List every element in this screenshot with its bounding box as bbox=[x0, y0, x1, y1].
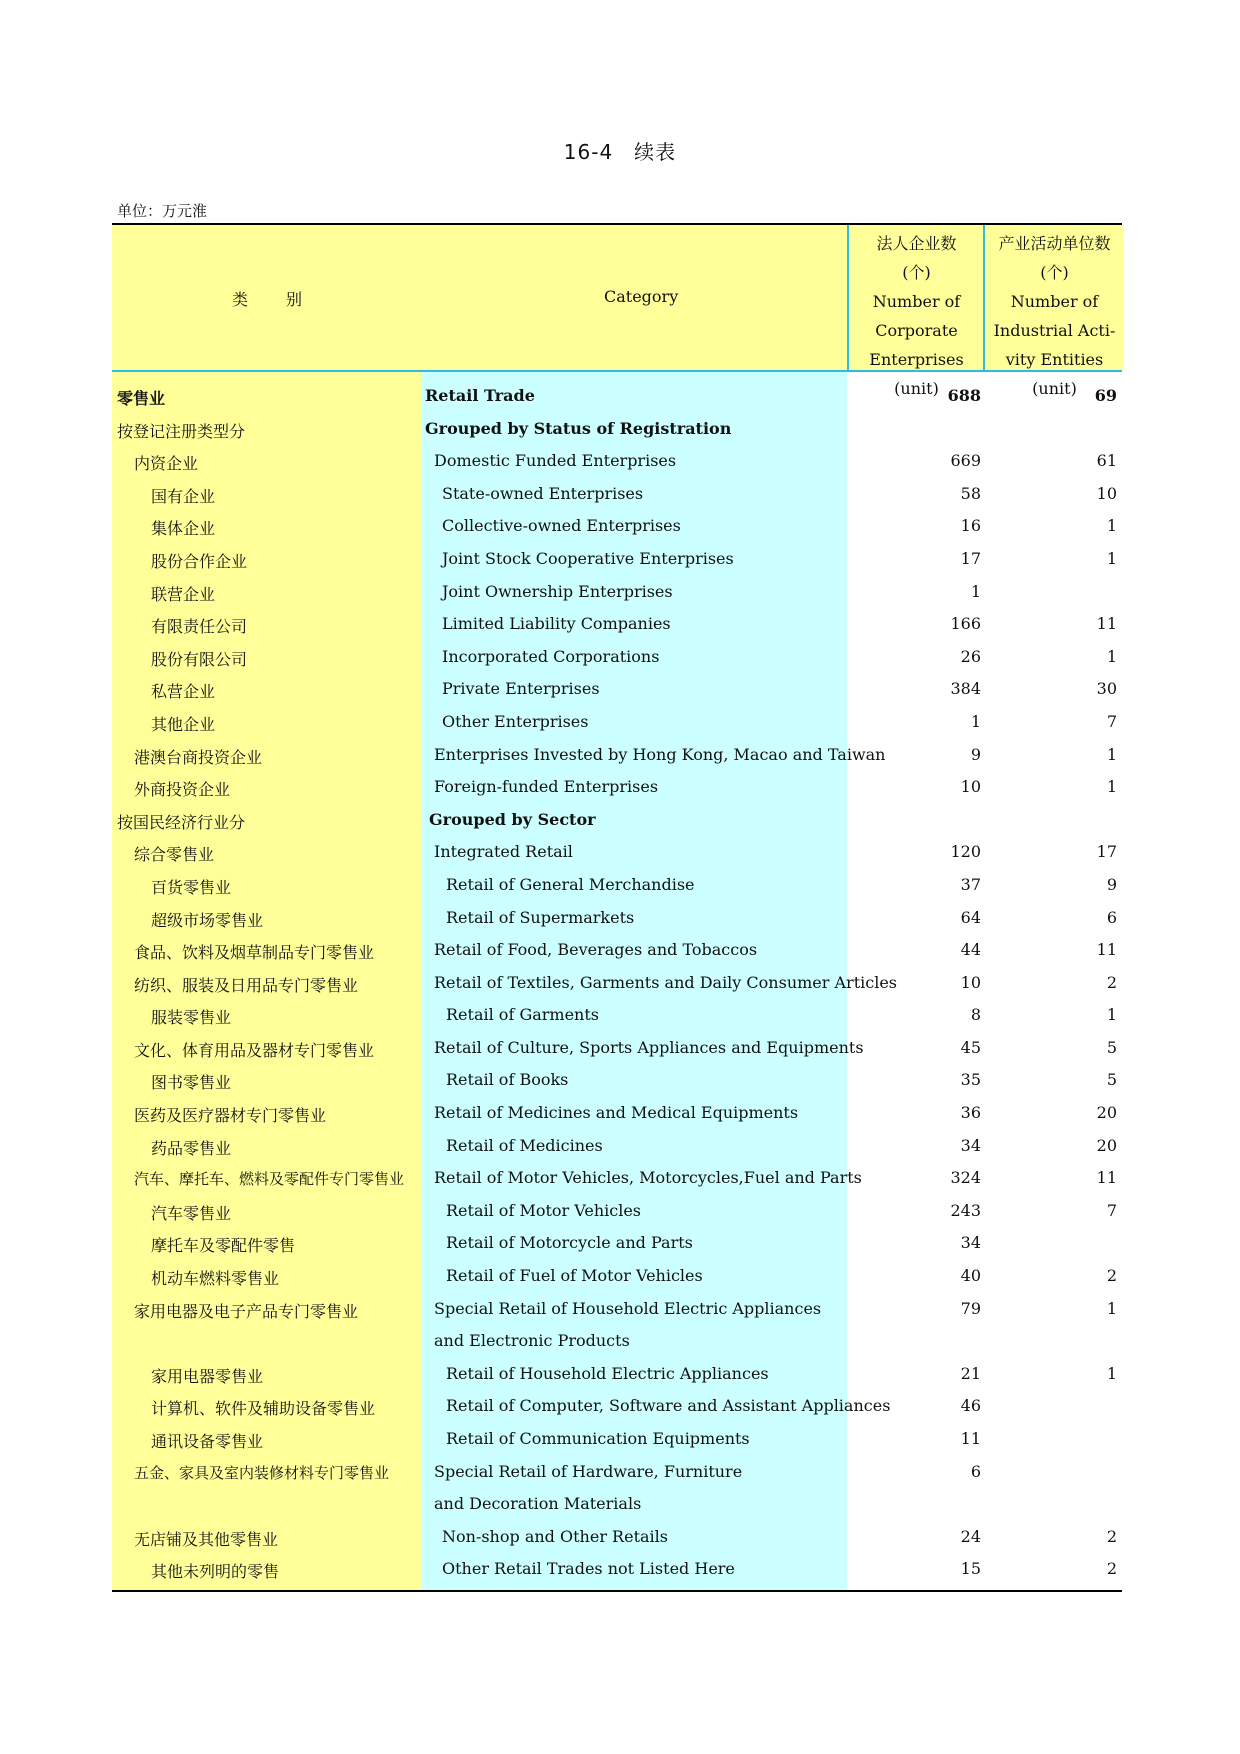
row-cn: 计算机、软件及辅助设备零售业 bbox=[151, 1399, 376, 1419]
header-col1-line: Corporate bbox=[875, 321, 958, 340]
row-cn: 集体企业 bbox=[151, 519, 216, 539]
table-row bbox=[112, 1456, 1122, 1489]
row-en: Joint Stock Cooperative Enterprises bbox=[442, 548, 734, 568]
header-col1-line: (个) bbox=[902, 263, 931, 282]
row-v1: 36 bbox=[960, 1103, 981, 1123]
table-rows bbox=[112, 380, 1122, 1586]
row-v2: 1 bbox=[1106, 1363, 1117, 1383]
table-row bbox=[112, 967, 1122, 1000]
row-v2: 1 bbox=[1106, 1005, 1117, 1025]
header-category-en: Category bbox=[604, 287, 679, 306]
row-cn: 百货零售业 bbox=[151, 877, 232, 897]
row-cn: 零售业 bbox=[117, 389, 166, 408]
row-v2: 5 bbox=[1106, 1070, 1117, 1090]
row-v1: 166 bbox=[950, 614, 981, 634]
row-en: Limited Liability Companies bbox=[442, 614, 671, 634]
table-row bbox=[112, 641, 1122, 674]
row-cn: 股份有限公司 bbox=[151, 649, 248, 669]
row-v1: 10 bbox=[960, 972, 981, 992]
row-v1: 17 bbox=[960, 548, 981, 568]
row-v2: 9 bbox=[1106, 874, 1117, 894]
row-cn: 国有企业 bbox=[151, 486, 216, 506]
row-en: Other Enterprises bbox=[442, 711, 589, 731]
header-col2-line: 产业活动单位数 bbox=[998, 234, 1111, 253]
row-en: Retail of Culture, Sports Appliances and Equipments bbox=[434, 1037, 864, 1057]
header-col1-line: Number of bbox=[872, 292, 961, 311]
table-row bbox=[112, 510, 1122, 543]
row-cn: 汽车、摩托车、燃料及零配件专门零售业 bbox=[134, 1170, 405, 1189]
row-en: Retail of Motorcycle and Parts bbox=[446, 1233, 693, 1253]
row-v1: 10 bbox=[960, 777, 981, 797]
row-en: Grouped by Sector bbox=[429, 809, 596, 829]
row-v1: 58 bbox=[960, 483, 981, 503]
table-row bbox=[112, 1293, 1122, 1326]
row-v1: 21 bbox=[960, 1363, 981, 1383]
row-en: Domestic Funded Enterprises bbox=[434, 451, 677, 471]
header-category-cn: 类 别 bbox=[232, 290, 305, 309]
row-en: Retail of Textiles, Garments and Daily Consumer Articles bbox=[434, 972, 897, 992]
row-en: State-owned Enterprises bbox=[442, 483, 644, 503]
row-en: Retail of Computer, Software and Assistant Appliances bbox=[446, 1396, 891, 1416]
row-cn: 外商投资企业 bbox=[134, 780, 231, 800]
row-v1: 16 bbox=[960, 516, 981, 536]
row-cn: 图书零售业 bbox=[151, 1073, 232, 1093]
unit-label: 单位：万元淮 bbox=[117, 202, 208, 220]
table-row bbox=[112, 804, 1122, 837]
header-col2-line: Industrial Acti- bbox=[993, 321, 1116, 340]
table-row bbox=[112, 1553, 1122, 1586]
table-row bbox=[112, 1162, 1122, 1195]
row-v2: 61 bbox=[1096, 451, 1117, 471]
statistics-table bbox=[112, 223, 1122, 1592]
row-v1: 8 bbox=[970, 1005, 981, 1025]
row-en: Non-shop and Other Retails bbox=[442, 1526, 668, 1546]
row-v2: 6 bbox=[1106, 907, 1117, 927]
row-en: Special Retail of Household Electric Appliances bbox=[434, 1298, 822, 1318]
row-v2: 1 bbox=[1106, 548, 1117, 568]
row-en: Grouped by Status of Registration bbox=[425, 418, 732, 438]
row-en: Retail of Household Electric Appliances bbox=[446, 1363, 769, 1383]
row-v2: 2 bbox=[1106, 1266, 1117, 1286]
row-v1: 37 bbox=[960, 874, 981, 894]
row-en: Special Retail of Hardware, Furniture bbox=[434, 1461, 743, 1481]
header-col2-line: Number of bbox=[1010, 292, 1099, 311]
row-cn: 食品、饮料及烟草制品专门零售业 bbox=[134, 943, 375, 963]
row-en: and Decoration Materials bbox=[434, 1494, 642, 1514]
row-cn: 医药及医疗器材专门零售业 bbox=[134, 1106, 327, 1126]
table-row bbox=[112, 413, 1122, 446]
row-en: Collective-owned Enterprises bbox=[442, 516, 681, 536]
table-row bbox=[112, 1521, 1122, 1554]
row-v2: 10 bbox=[1096, 483, 1117, 503]
row-v1: 40 bbox=[960, 1266, 981, 1286]
row-cn: 摩托车及零配件零售 bbox=[151, 1236, 296, 1256]
table-row bbox=[112, 934, 1122, 967]
row-en: Enterprises Invested by Hong Kong, Macao and Taiwan bbox=[434, 744, 886, 764]
row-v1: 6 bbox=[970, 1461, 981, 1481]
row-cn: 其他企业 bbox=[151, 714, 216, 734]
row-en: Retail of Medicines bbox=[446, 1135, 603, 1155]
row-v2: 1 bbox=[1106, 646, 1117, 666]
row-v1: 9 bbox=[970, 744, 981, 764]
row-cn: 文化、体育用品及器材专门零售业 bbox=[134, 1040, 375, 1060]
row-cn: 服装零售业 bbox=[151, 1008, 232, 1028]
row-cn: 按登记注册类型分 bbox=[117, 421, 246, 441]
row-cn: 按国民经济行业分 bbox=[117, 812, 246, 832]
row-en: and Electronic Products bbox=[434, 1331, 630, 1351]
row-en: Retail of Motor Vehicles, Motorcycles,Fuel and Parts bbox=[434, 1168, 862, 1188]
row-v1: 34 bbox=[960, 1135, 981, 1155]
row-v1: 669 bbox=[950, 451, 981, 471]
row-v1: 64 bbox=[960, 907, 981, 927]
row-v1: 44 bbox=[960, 940, 981, 960]
row-cn: 内资企业 bbox=[134, 454, 199, 474]
row-v2: 1 bbox=[1106, 516, 1117, 536]
row-v2: 2 bbox=[1106, 1559, 1117, 1579]
row-cn: 药品零售业 bbox=[151, 1138, 232, 1158]
row-cn: 无店铺及其他零售业 bbox=[134, 1529, 279, 1549]
row-cn: 联营企业 bbox=[151, 584, 216, 604]
header-col2-line: vity Entities (unit) bbox=[1005, 350, 1104, 398]
row-v2: 69 bbox=[1094, 386, 1117, 405]
table-row bbox=[112, 1032, 1122, 1065]
row-en: Retail of Fuel of Motor Vehicles bbox=[446, 1266, 703, 1286]
row-v1: 1 bbox=[970, 711, 981, 731]
table-row bbox=[112, 836, 1122, 869]
row-v1: 15 bbox=[960, 1559, 981, 1579]
row-v2: 30 bbox=[1096, 679, 1117, 699]
row-v2: 1 bbox=[1106, 1298, 1117, 1318]
table-row bbox=[112, 1488, 1122, 1521]
table-row bbox=[112, 1390, 1122, 1423]
header-col2-line: (个) bbox=[1040, 263, 1069, 282]
row-cn: 综合零售业 bbox=[134, 845, 215, 865]
row-v2: 2 bbox=[1106, 1526, 1117, 1546]
row-cn: 通讯设备零售业 bbox=[151, 1432, 264, 1451]
row-cn: 五金、家具及室内装修材料专门零售业 bbox=[134, 1463, 390, 1482]
row-en: Retail of Books bbox=[446, 1070, 569, 1090]
row-v1: 1 bbox=[970, 581, 981, 601]
row-v1: 26 bbox=[960, 646, 981, 666]
row-v1: 35 bbox=[960, 1070, 981, 1090]
table-row bbox=[112, 706, 1122, 739]
table-row bbox=[112, 445, 1122, 478]
table-row bbox=[112, 1097, 1122, 1130]
table-row bbox=[112, 1130, 1122, 1163]
row-cn: 家用电器零售业 bbox=[151, 1366, 264, 1386]
table-row bbox=[112, 1325, 1122, 1358]
row-cn: 超级市场零售业 bbox=[151, 910, 264, 930]
table-row bbox=[112, 902, 1122, 935]
row-v1: 24 bbox=[960, 1526, 981, 1546]
table-row bbox=[112, 1358, 1122, 1391]
row-cn: 其他未列明的零售 bbox=[151, 1562, 280, 1582]
row-en: Retail of Supermarkets bbox=[446, 907, 635, 927]
table-row bbox=[112, 543, 1122, 576]
row-en: Retail of General Merchandise bbox=[446, 874, 695, 894]
page-title: 16-4 续表 bbox=[563, 140, 677, 164]
table-row bbox=[112, 1195, 1122, 1228]
row-cn: 纺织、服装及日用品专门零售业 bbox=[134, 975, 359, 995]
row-v1: 45 bbox=[960, 1037, 981, 1057]
row-en: Incorporated Corporations bbox=[442, 646, 660, 666]
row-cn: 家用电器及电子产品专门零售业 bbox=[134, 1301, 359, 1321]
row-v1: 324 bbox=[950, 1168, 981, 1188]
row-cn: 私营企业 bbox=[151, 682, 216, 702]
row-en: Retail of Garments bbox=[446, 1005, 599, 1025]
table-row bbox=[112, 771, 1122, 804]
row-v1: 46 bbox=[960, 1396, 981, 1416]
table-row bbox=[112, 608, 1122, 641]
row-v2: 11 bbox=[1096, 940, 1117, 960]
row-en: Retail of Communication Equipments bbox=[446, 1429, 750, 1448]
table-row bbox=[112, 869, 1122, 902]
table-row bbox=[112, 1260, 1122, 1293]
table-row bbox=[112, 739, 1122, 772]
row-v2: 1 bbox=[1106, 744, 1117, 764]
row-en: Foreign-funded Enterprises bbox=[434, 777, 659, 797]
row-v2: 2 bbox=[1106, 972, 1117, 992]
row-cn: 汽车零售业 bbox=[151, 1203, 232, 1223]
row-v1: 243 bbox=[950, 1200, 981, 1220]
table-row bbox=[112, 1423, 1122, 1456]
row-cn: 港澳台商投资企业 bbox=[134, 747, 263, 767]
table-row bbox=[112, 1227, 1122, 1260]
row-v2: 20 bbox=[1096, 1103, 1117, 1123]
row-en: Retail of Motor Vehicles bbox=[446, 1200, 641, 1220]
header-col1-line: 法人企业数 bbox=[876, 234, 957, 253]
row-v2: 1 bbox=[1106, 777, 1117, 797]
table-row bbox=[112, 673, 1122, 706]
header-category-cn-cell bbox=[112, 225, 424, 370]
row-v2: 7 bbox=[1106, 711, 1117, 731]
row-en: Retail Trade bbox=[425, 386, 535, 405]
row-en: Private Enterprises bbox=[442, 679, 600, 699]
table-row bbox=[112, 1064, 1122, 1097]
row-v1: 34 bbox=[960, 1233, 981, 1253]
row-v2: 7 bbox=[1106, 1200, 1117, 1220]
row-v2: 17 bbox=[1096, 842, 1117, 862]
row-v1: 11 bbox=[960, 1429, 981, 1448]
table-row bbox=[112, 576, 1122, 609]
table-bottom-rule bbox=[112, 1590, 1122, 1592]
row-en: Retail of Medicines and Medical Equipments bbox=[434, 1103, 799, 1123]
row-v1: 384 bbox=[950, 679, 981, 699]
row-en: Joint Ownership Enterprises bbox=[442, 581, 673, 601]
table-row bbox=[112, 999, 1122, 1032]
table-row bbox=[112, 478, 1122, 511]
row-en: Retail of Food, Beverages and Tobaccos bbox=[434, 940, 758, 960]
row-en: Integrated Retail bbox=[434, 842, 573, 862]
row-cn: 机动车燃料零售业 bbox=[151, 1269, 280, 1289]
row-cn: 有限责任公司 bbox=[151, 617, 248, 637]
row-v2: 11 bbox=[1096, 1168, 1117, 1188]
row-v1: 79 bbox=[960, 1298, 981, 1318]
row-cn: 股份合作企业 bbox=[151, 551, 248, 571]
row-v2: 11 bbox=[1096, 614, 1117, 634]
header-col1-line: Enterprises (unit) bbox=[869, 350, 964, 398]
row-v1: 120 bbox=[950, 842, 981, 862]
row-v2: 20 bbox=[1096, 1135, 1117, 1155]
row-en: Other Retail Trades not Listed Here bbox=[442, 1559, 735, 1579]
row-v1: 688 bbox=[947, 386, 981, 405]
row-v2: 5 bbox=[1106, 1037, 1117, 1057]
table-row bbox=[112, 380, 1122, 413]
table-body bbox=[112, 372, 1122, 1590]
